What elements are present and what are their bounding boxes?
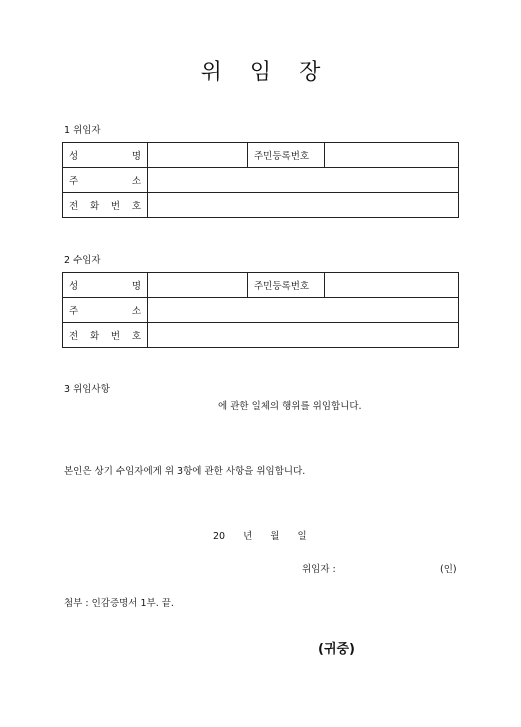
grantee-address-field[interactable] (148, 298, 459, 323)
grantee-resident-number-field[interactable] (325, 273, 459, 298)
phone-label: 전 화 번 호 (63, 193, 148, 218)
date-year: 20 (213, 531, 226, 542)
table-row (63, 168, 459, 193)
phone-label: 전 화 번 호 (63, 323, 148, 348)
title-char-3: 장 (299, 60, 321, 85)
grantee-heading: 2 수임자 (64, 255, 101, 266)
grantor-table (62, 142, 459, 218)
matters-text: 에 관한 일체의 행위를 위임합니다. (218, 401, 362, 412)
name-label: 성 명 (63, 143, 148, 168)
grantor-address-field[interactable] (148, 168, 459, 193)
table-row (63, 273, 459, 298)
date-year-unit: 년 (243, 531, 253, 542)
table-row (63, 323, 459, 348)
delegation-statement: 본인은 상기 수임자에게 위 3항에 관한 사항을 위임합니다. (64, 466, 306, 477)
attachment-note: 첨부 : 인감증명서 1부. 끝. (64, 598, 174, 609)
date-month-unit: 월 (270, 531, 280, 542)
grantee-table (62, 272, 459, 348)
grantor-heading: 1 위임자 (64, 125, 101, 136)
table-row (63, 143, 459, 168)
grantor-phone-field[interactable] (148, 193, 459, 218)
address-label: 주 소 (63, 298, 148, 323)
title-char-2: 임 (249, 60, 272, 85)
matters-heading: 3 위임사항 (64, 384, 110, 395)
resident-number-label: 주민등록번호 (248, 143, 325, 168)
title-char-1: 위 (200, 60, 222, 85)
document-title (0, 55, 521, 86)
grantor-name-field[interactable] (148, 143, 248, 168)
closing-recipient: (귀중) (318, 642, 355, 657)
date-day-unit: 일 (297, 531, 307, 542)
name-label: 성 명 (63, 273, 148, 298)
signature-label: 위임자 : (302, 564, 336, 575)
resident-number-label: 주민등록번호 (248, 273, 325, 298)
date-line (213, 528, 307, 542)
table-row (63, 298, 459, 323)
table-row (63, 193, 459, 218)
seal-mark: (인) (440, 564, 457, 575)
grantor-resident-number-field[interactable] (325, 143, 459, 168)
grantee-phone-field[interactable] (148, 323, 459, 348)
address-label: 주 소 (63, 168, 148, 193)
grantee-name-field[interactable] (148, 273, 248, 298)
